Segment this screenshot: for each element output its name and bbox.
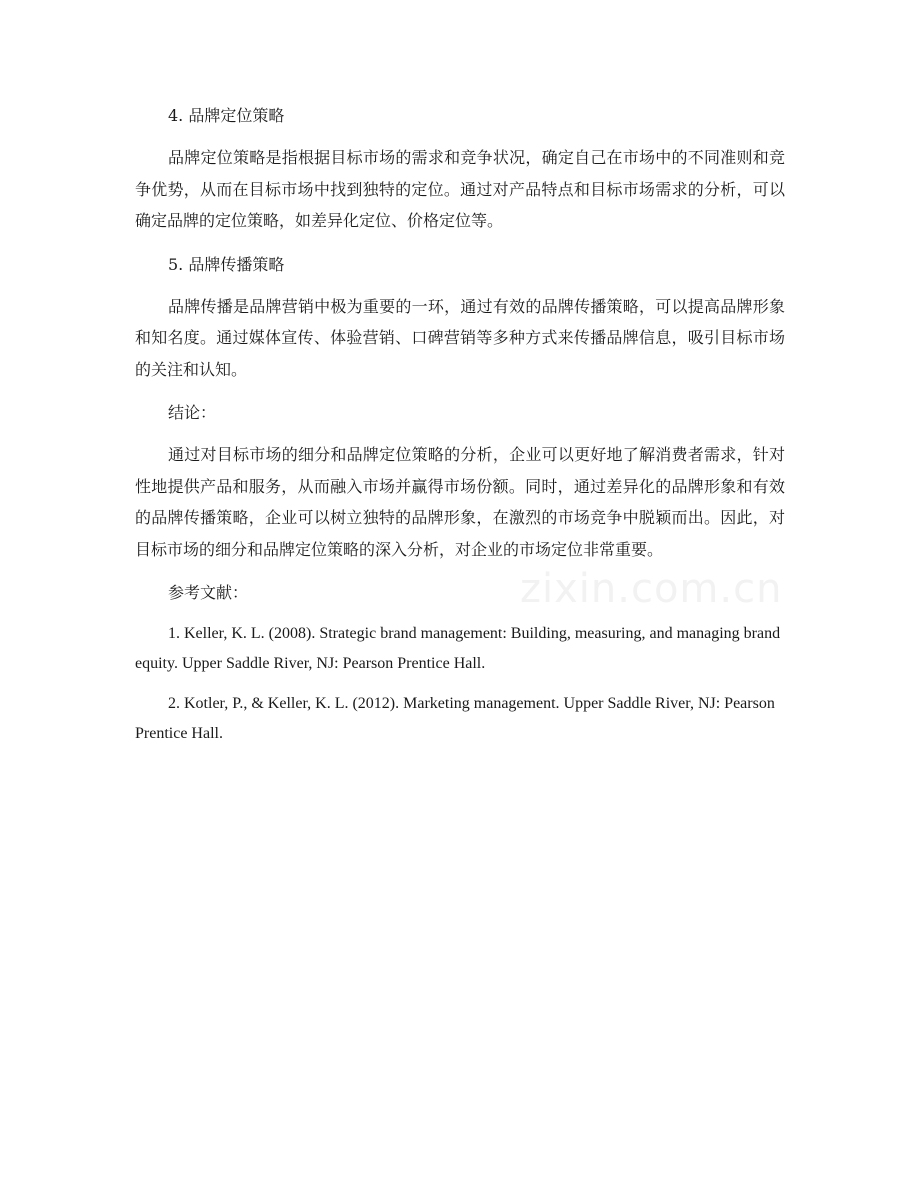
reference-item: 2. Kotler, P., & Keller, K. L. (2012). Marketing management. Upper Saddle River, NJ: Pearson Prentice Hall. <box>135 695 775 742</box>
section-heading-positioning: 4. 品牌定位策略 <box>168 106 285 125</box>
section-heading-references: 参考文献： <box>168 583 249 602</box>
section-heading-conclusion: 结论： <box>168 403 217 422</box>
paragraph-conclusion: 通过对目标市场的细分和品牌定位策略的分析，企业可以更好地了解消费者需求，针对性地提供产品和服务，从而融入市场并赢得市场份额。同时，通过差异化的品牌形象和有效的品牌传播策略，企业可以树立独特的品牌形象，在激烈的市场竞争中脱颖而出。因此，对目标市场的细分和品牌定位策略的深入分析，对企业的市场定位非常重要。 <box>135 445 785 559</box>
paragraph-positioning: 品牌定位策略是指根据目标市场的需求和竞争状况，确定自己在市场中的不同准则和竞争优势，从而在目标市场中找到独特的定位。通过对产品特点和目标市场需求的分析，可以确定品牌的定位策略，如差异化定位、价格定位等。 <box>135 148 785 230</box>
section-heading-communication: 5. 品牌传播策略 <box>168 254 285 274</box>
watermark: zixin.com.cn <box>520 566 783 612</box>
paragraph-communication: 品牌传播是品牌营销中极为重要的一环，通过有效的品牌传播策略，可以提高品牌形象和知名度。通过媒体宣传、体验营销、口碑营销等多种方式来传播品牌信息，吸引目标市场的关注和认知。 <box>135 296 785 379</box>
reference-item: 1. Keller, K. L. (2008). Strategic brand management: Building, measuring, and managing brand equity. Upper Saddle River, NJ: Pearson Prentice Hall. <box>135 625 781 672</box>
document-page <box>135 100 785 749</box>
